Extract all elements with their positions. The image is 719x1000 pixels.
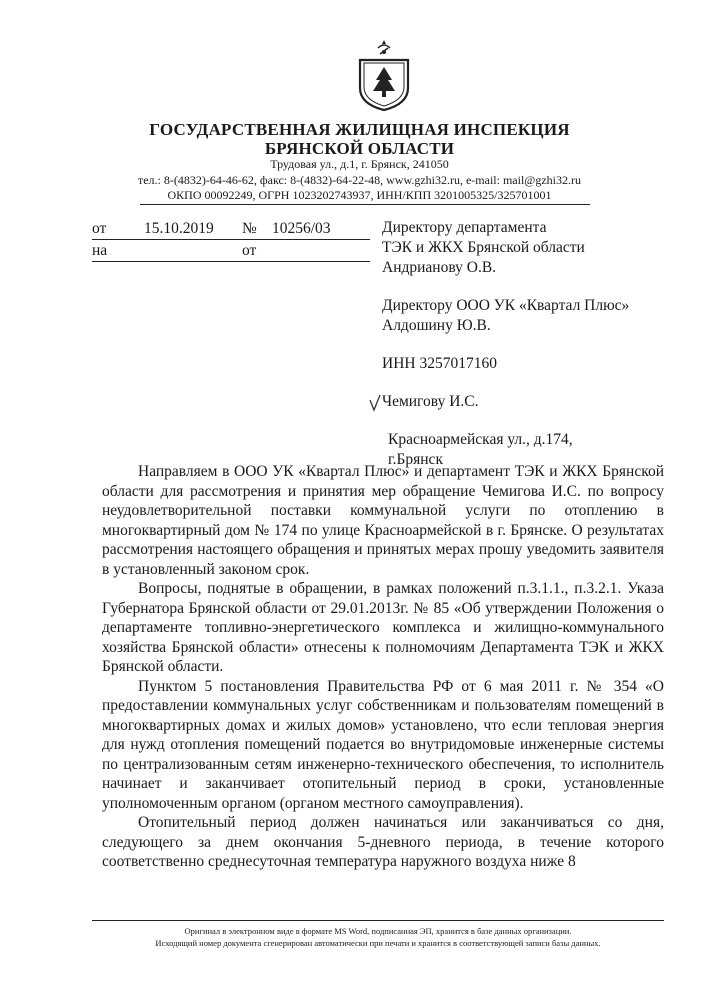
coat-of-arms-icon: [356, 40, 412, 112]
header-divider: [140, 204, 590, 205]
registration-row-outgoing: [92, 218, 370, 240]
organization-name: ГОСУДАРСТВЕННАЯ ЖИЛИЩНАЯ ИНСПЕКЦИЯ БРЯНСКОЙ ОБЛАСТИ: [149, 120, 570, 158]
applicant-address: Красноармейская ул., д.174, г.Брянск: [388, 431, 573, 468]
outgoing-date: 15.10.2019: [144, 220, 214, 237]
footer-note: Оригинал в электронном виде в формате MS Word, подписанная ЭП, хранится в базе данных организации. Исходящий номер документа сгенерирован автоматически при печати и хранится в соответствующей записи базы данных.: [155, 926, 601, 948]
addressee-department: Директору департамента ТЭК и ЖКХ Брянской области Андрианову О.В.: [382, 219, 585, 276]
paragraph-2: Вопросы, поднятые в обращении, в рамках положений п.3.1.1., п.3.2.1. Указа Губернатора Брянской области от 29.01.2013г. № 85 «Об утверждении Положения о департаменте топливно-энергетического комплекса и жилищно-коммунального хозяйства Брянской области» отнесены к полномочиям Департамента ТЭК и ЖКХ Брянской области.: [102, 580, 664, 675]
addressee-block: [382, 218, 712, 470]
registration-block: [92, 218, 370, 262]
letter-body: [102, 462, 664, 872]
ref-from-label: от: [242, 242, 257, 259]
number-label: №: [242, 220, 257, 237]
paragraph-1: Направляем в ООО УК «Квартал Плюс» и департамент ТЭК и ЖКХ Брянской области для рассмотрения и принятия мер обращение Чемигова И.С. по вопросу неудовлетворительной поставки коммунальной услуги по отоплению в многоквартирный дом № 174 по улице Красноармейской в г. Брянске. О результатах рассмотрения настоящего обращения и принятых мерах прошу уведомить заявителя в установленный законом срок.: [102, 463, 664, 578]
paragraph-3: Пунктом 5 постановления Правительства РФ от 6 мая 2011 г. № 354 «О предоставлении коммунальных услуг собственникам и пользователям помещений в многоквартирных домах и жилых домов» установлено, что если тепловая энергия для нужд отопления помещений подается во внутридомовые инженерные системы по централизованным сетям инженерно-технического обеспечения, то исполнитель начинает и заканчивает отопительный период в сроки, установленные уполномоченным органом (органом местного самоуправления).: [102, 677, 664, 812]
footer-divider: [92, 920, 664, 921]
from-label: от: [92, 220, 107, 237]
addressee-inn: ИНН 3257017160: [382, 355, 497, 372]
paragraph-4: Отопительный период должен начинаться или заканчиваться со дня, следующего за днем окончания 5-дневного периода, в течение которого соответственно среднесуточная температура наружного воздуха ниже 8: [102, 814, 664, 870]
addressee-company: Директору ООО УК «Квартал Плюс» Алдошину Ю.В.: [382, 297, 630, 334]
organization-contacts: тел.: 8-(4832)-64-46-62, факс: 8-(4832)-64-22-48, www.gzhi32.ru, e-mail: mail@gzhi32.ru: [137, 173, 582, 187]
check-mark-icon: [368, 394, 382, 412]
organization-address: Трудовая ул., д.1, г. Брянск, 241050: [270, 157, 449, 171]
addressee-applicant: Чемигову И.С.: [382, 392, 712, 412]
registration-row-reference: [92, 240, 370, 262]
organization-codes: ОКПО 00092249, ОГРН 1023202743937, ИНН/КПП 3201005325/325701001: [167, 188, 552, 202]
outgoing-number: 10256/03: [272, 220, 331, 237]
on-label: на: [92, 242, 108, 259]
